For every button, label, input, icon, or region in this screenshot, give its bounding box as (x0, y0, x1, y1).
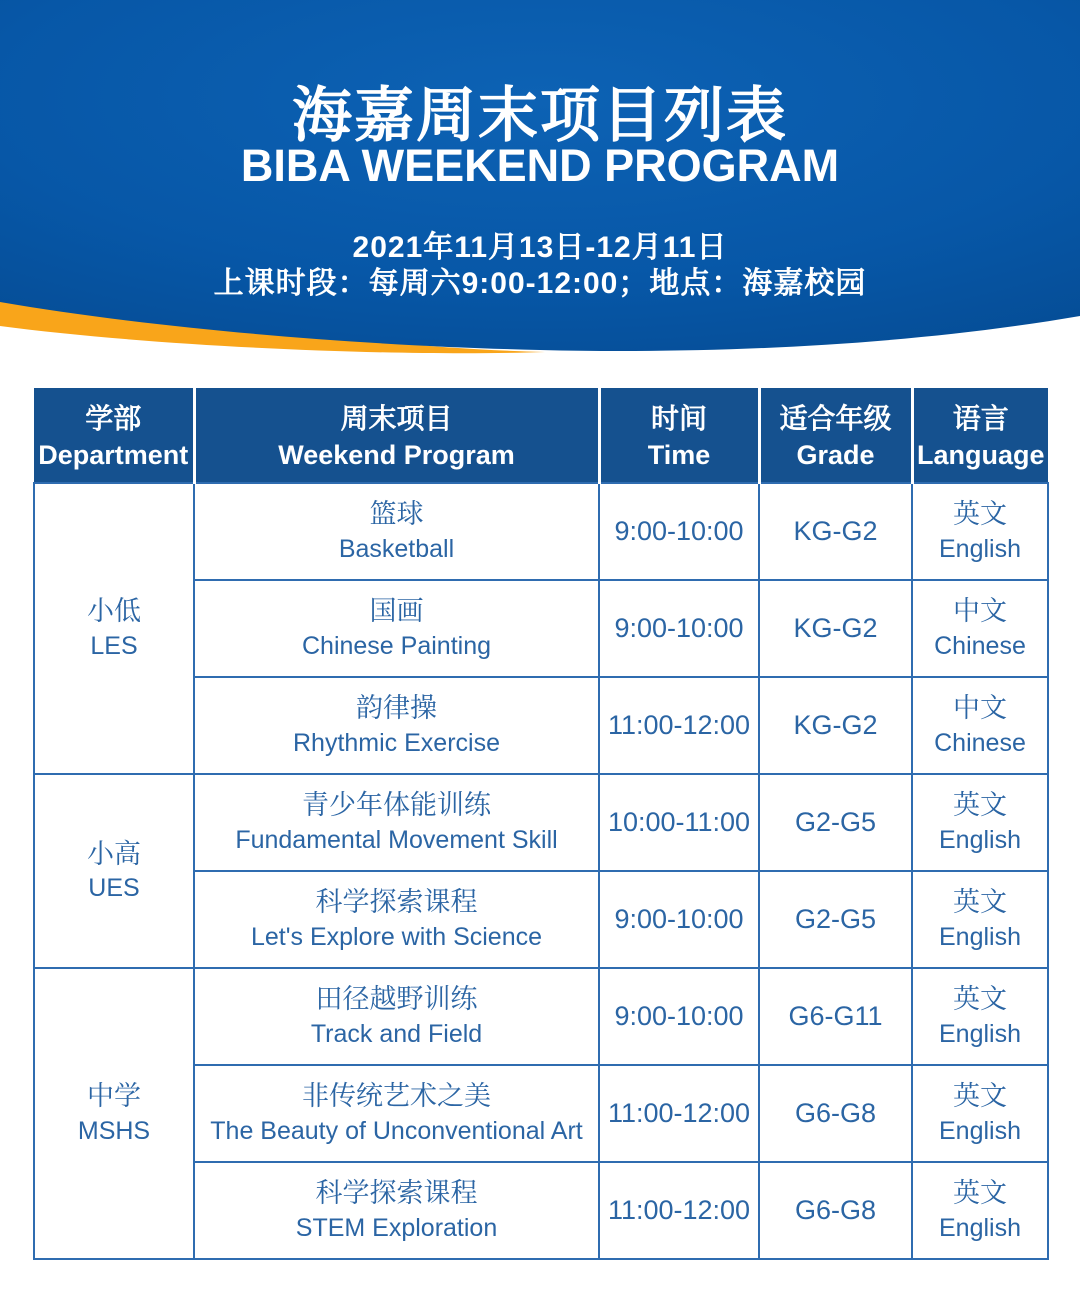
table-row (34, 483, 1048, 580)
grade-cell (759, 774, 912, 871)
language-cell (912, 968, 1048, 1065)
schedule-table-container (33, 388, 1047, 1260)
col-header-department-en: Department (38, 440, 189, 471)
grade-value: G2-G5 (794, 807, 877, 837)
col-header-time-en: Time (647, 440, 711, 471)
time-cell (599, 968, 759, 1065)
program-cell (194, 1065, 599, 1162)
department-en: MSHS (77, 1116, 151, 1145)
page-title-zh: 海嘉周末项目列表 (292, 82, 788, 149)
time-value: 9:00-10:00 (614, 1001, 744, 1031)
program-zh: 青少年体能训练 (302, 790, 491, 821)
program-zh: 篮球 (369, 499, 424, 530)
grade-value: G6-G11 (788, 1001, 883, 1031)
program-zh: 科学探索课程 (315, 887, 478, 918)
language-en: Chinese (934, 728, 1026, 757)
program-en: Fundamental Movement Skill (235, 825, 558, 854)
grade-cell (759, 483, 912, 580)
language-zh: 英文 (953, 984, 1007, 1015)
language-en: Chinese (934, 631, 1026, 660)
grade-cell (759, 1065, 912, 1162)
program-cell (194, 483, 599, 580)
col-header-language (912, 388, 1048, 483)
grade-value: KG-G2 (793, 613, 878, 643)
department-zh: 小低 (87, 596, 141, 627)
schedule-table (33, 388, 1049, 1260)
program-zh: 韵律操 (356, 693, 437, 724)
program-cell (194, 774, 599, 871)
program-en: Chinese Painting (301, 631, 491, 660)
department-cell-mshs (34, 968, 194, 1259)
language-cell (912, 580, 1048, 677)
program-cell (194, 580, 599, 677)
col-header-grade (759, 388, 912, 483)
language-zh: 英文 (953, 790, 1007, 821)
time-cell (599, 677, 759, 774)
program-en: Basketball (338, 534, 455, 563)
time-value: 9:00-10:00 (614, 904, 744, 934)
time-value: 9:00-10:00 (614, 516, 744, 546)
language-en: English (939, 1116, 1021, 1145)
program-cell (194, 677, 599, 774)
program-en: Rhythmic Exercise (293, 728, 500, 757)
program-zh: 科学探索课程 (315, 1178, 478, 1209)
header-banner (0, 0, 1080, 388)
language-zh: 英文 (953, 887, 1007, 918)
col-header-program-en: Weekend Program (278, 440, 515, 471)
language-cell (912, 677, 1048, 774)
time-cell (599, 483, 759, 580)
col-header-grade-zh: 适合年级 (779, 402, 892, 434)
col-header-department (34, 388, 194, 483)
grade-value: G6-G8 (794, 1195, 877, 1225)
grade-cell (759, 677, 912, 774)
time-value: 10:00-11:00 (607, 807, 751, 837)
program-zh: 田径越野训练 (315, 984, 478, 1015)
department-en: LES (90, 631, 138, 660)
grade-value: G6-G8 (794, 1098, 877, 1128)
col-header-program (194, 388, 599, 483)
date-range: 2021年11月13日-12月11日 (352, 231, 728, 264)
grade-cell (759, 1162, 912, 1259)
language-en: English (939, 1213, 1021, 1242)
time-cell (599, 871, 759, 968)
grade-cell (759, 580, 912, 677)
language-zh: 英文 (953, 1178, 1007, 1209)
language-zh: 中文 (953, 693, 1007, 724)
program-zh: 国画 (369, 596, 424, 627)
program-cell (194, 871, 599, 968)
language-zh: 英文 (953, 499, 1007, 530)
table-header-row (34, 388, 1048, 483)
language-cell (912, 1162, 1048, 1259)
program-zh: 非传统艺术之美 (302, 1081, 491, 1112)
language-en: English (939, 922, 1021, 951)
program-cell (194, 1162, 599, 1259)
grade-cell (759, 871, 912, 968)
time-cell (599, 580, 759, 677)
table-row (34, 774, 1048, 871)
time-value: 11:00-12:00 (607, 1195, 751, 1225)
time-value: 11:00-12:00 (607, 710, 751, 740)
page-title-en: BIBA WEEKEND PROGRAM (240, 140, 840, 191)
language-zh: 中文 (953, 596, 1007, 627)
time-cell (599, 1162, 759, 1259)
language-cell (912, 483, 1048, 580)
grade-value: G2-G5 (794, 904, 877, 934)
col-header-department-zh: 学部 (85, 402, 142, 434)
grade-value: KG-G2 (793, 516, 878, 546)
department-zh: 中学 (87, 1081, 141, 1112)
time-value: 9:00-10:00 (614, 613, 744, 643)
department-cell-ues (34, 774, 194, 968)
program-en: Track and Field (310, 1019, 483, 1048)
department-cell-les (34, 483, 194, 774)
col-header-time-zh: 时间 (650, 402, 707, 434)
col-header-language-en: Language (916, 440, 1045, 471)
department-en: UES (88, 874, 140, 903)
col-header-grade-en: Grade (796, 440, 875, 471)
schedule-info: 上课时段：每周六9:00-12:00；地点：海嘉校园 (213, 267, 867, 300)
language-en: English (939, 825, 1021, 854)
language-cell (912, 1065, 1048, 1162)
language-en: English (939, 1019, 1021, 1048)
department-zh: 小高 (87, 838, 141, 869)
language-cell (912, 871, 1048, 968)
grade-cell (759, 968, 912, 1065)
language-zh: 英文 (953, 1081, 1007, 1112)
col-header-language-zh: 语言 (952, 402, 1009, 434)
program-en: Let's Explore with Science (250, 922, 543, 951)
language-en: English (939, 534, 1021, 563)
grade-value: KG-G2 (793, 710, 878, 740)
time-cell (599, 774, 759, 871)
col-header-program-zh: 周末项目 (340, 402, 453, 434)
program-en: The Beauty of Unconventional Art (210, 1116, 583, 1145)
program-cell (194, 968, 599, 1065)
table-row (34, 968, 1048, 1065)
col-header-time (599, 388, 759, 483)
time-value: 11:00-12:00 (607, 1098, 751, 1128)
time-cell (599, 1065, 759, 1162)
program-en: STEM Exploration (295, 1213, 498, 1242)
language-cell (912, 774, 1048, 871)
